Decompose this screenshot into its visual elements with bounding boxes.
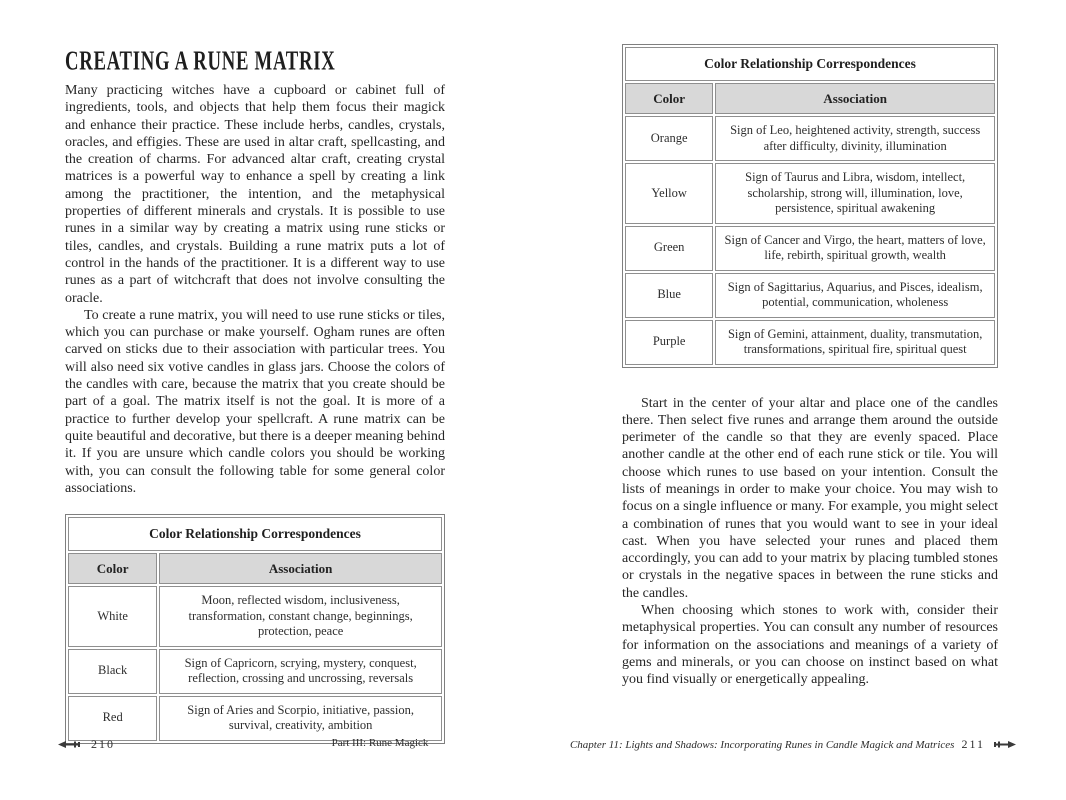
table-title-row [68,517,442,551]
association-cell: Sign of Capricorn, scrying, mystery, conquest, reflection, crossing and uncrossing, reversals [159,649,442,694]
table-title-row [625,47,995,81]
left-running-footer: Part III: Rune Magick [331,737,429,749]
arrow-ornament-icon [58,740,82,749]
color-cell: White [68,586,157,647]
left-page [65,44,445,744]
table-row [625,163,995,224]
table-row [68,586,442,647]
table-row [625,273,995,318]
association-cell: Sign of Aries and Scorpio, initiative, passion, survival, creativity, ambition [159,696,442,741]
arrow-ornament-icon [992,740,1016,749]
column-header-color: Color [625,83,713,115]
right-page [622,44,998,689]
association-cell: Sign of Taurus and Libra, wisdom, intellect, scholarship, strong will, illumination, love, persistence, spiritual awakening [715,163,995,224]
color-correspondence-table-right [622,44,998,368]
table-title: Color Relationship Correspondences [68,517,442,551]
column-header-association: Association [159,553,442,585]
right-paragraph-1: Start in the center of your altar and place one of the candles there. Then select five runes and arrange them around the outside perimeter of the candle so that they are evenly spaced. Place another candle at the other end of each rune stick or tile. You will choose which runes to use based on your intention. Consult the lists of meanings in order to make your choice. You may wish to focus on a single influence or many. For example, you might select a combination of runes that you would want to see in your ideal cast. When you have selected your runes and placed them accordingly, you can add to your matrix by placing tumbled stones or crystals in the negative spaces in between the rune sticks and the candles. [622,395,998,601]
color-cell: Yellow [625,163,713,224]
association-cell: Sign of Cancer and Virgo, the heart, matters of love, life, rebirth, spiritual growth, wealth [715,226,995,271]
table-row [68,649,442,694]
column-header-association: Association [715,83,995,115]
color-cell: Black [68,649,157,694]
association-cell: Sign of Sagittarius, Aquarius, and Pisces, idealism, potential, communication, wholeness [715,273,995,318]
color-cell: Orange [625,116,713,161]
color-cell: Green [625,226,713,271]
association-cell: Sign of Leo, heightened activity, strength, success after difficulty, divinity, illumination [715,116,995,161]
page-number: 211 [961,737,985,751]
left-paragraph-2: To create a rune matrix, you will need to use rune sticks or tiles, which you can purchase or make yourself. Ogham runes are often carved on sticks due to their association with particular trees. You will also need six votive candles in glass jars. Choose the colors of the candles with care, because the matrix that you create should be part of a goal. The matrix itself is not the goal. It is more of a practice to further develop your spellcraft. A rune matrix can be quite beautiful and decorative, but there is a deeper meaning behind it. If you are unsure which candle colors you should be working with, you can consult the following table for some general color associations. [65,307,445,496]
association-cell: Moon, reflected wisdom, inclusiveness, transformation, constant change, beginnings, protection, peace [159,586,442,647]
page-number: 210 [91,737,115,751]
association-cell: Sign of Gemini, attainment, duality, transmutation, transformations, spiritual fire, spiritual quest [715,320,995,365]
table-header-row [625,83,995,115]
right-running-footer: Chapter 11: Lights and Shadows: Incorporating Runes in Candle Magick and Matrices [569,738,955,751]
color-cell: Purple [625,320,713,365]
color-cell: Blue [625,273,713,318]
table-row [625,226,995,271]
table-row [625,320,995,365]
column-header-color: Color [68,553,157,585]
color-cell: Red [68,696,157,741]
right-page-footer [570,737,1016,752]
table-header-row [68,553,442,585]
left-correspondence-table-wrap [65,514,445,744]
left-paragraph-1: Many practicing witches have a cupboard or cabinet full of ingredients, tools, and objects that help them focus their magick and enhance their practice. These include herbs, candles, crystals, oracles, and effigies. These are used in altar craft, spellcasting, and the creation of charms. For advanced altar craft, creating crystal matrices is a powerful way to enhance a spell by creating a link among the practitioner, the intention, and the metaphysical properties of different minerals and crystals. It is possible to use runes in a similar way by creating a matrix using rune sticks or tiles, candles, and crystals. Building a rune matrix puts a lot of control in the hands of the practitioner. It is a different way to use runes as a part of witchcraft that does not involve consulting the oracle. [65,83,445,306]
left-page-footer [58,737,115,752]
color-correspondence-table-left [65,514,445,744]
table-title: Color Relationship Correspondences [625,47,995,81]
right-paragraph-2: When choosing which stones to work with, consider their metaphysical properties. You can consult any number of resources for information on the associations and meanings of a variety of gems and minerals, or you can choose on instinct based on what you find visually or energetically appealing. [622,603,998,688]
table-row [68,696,442,741]
page-title: CREATING A RUNE MATRIX [65,45,336,76]
table-row [625,116,995,161]
